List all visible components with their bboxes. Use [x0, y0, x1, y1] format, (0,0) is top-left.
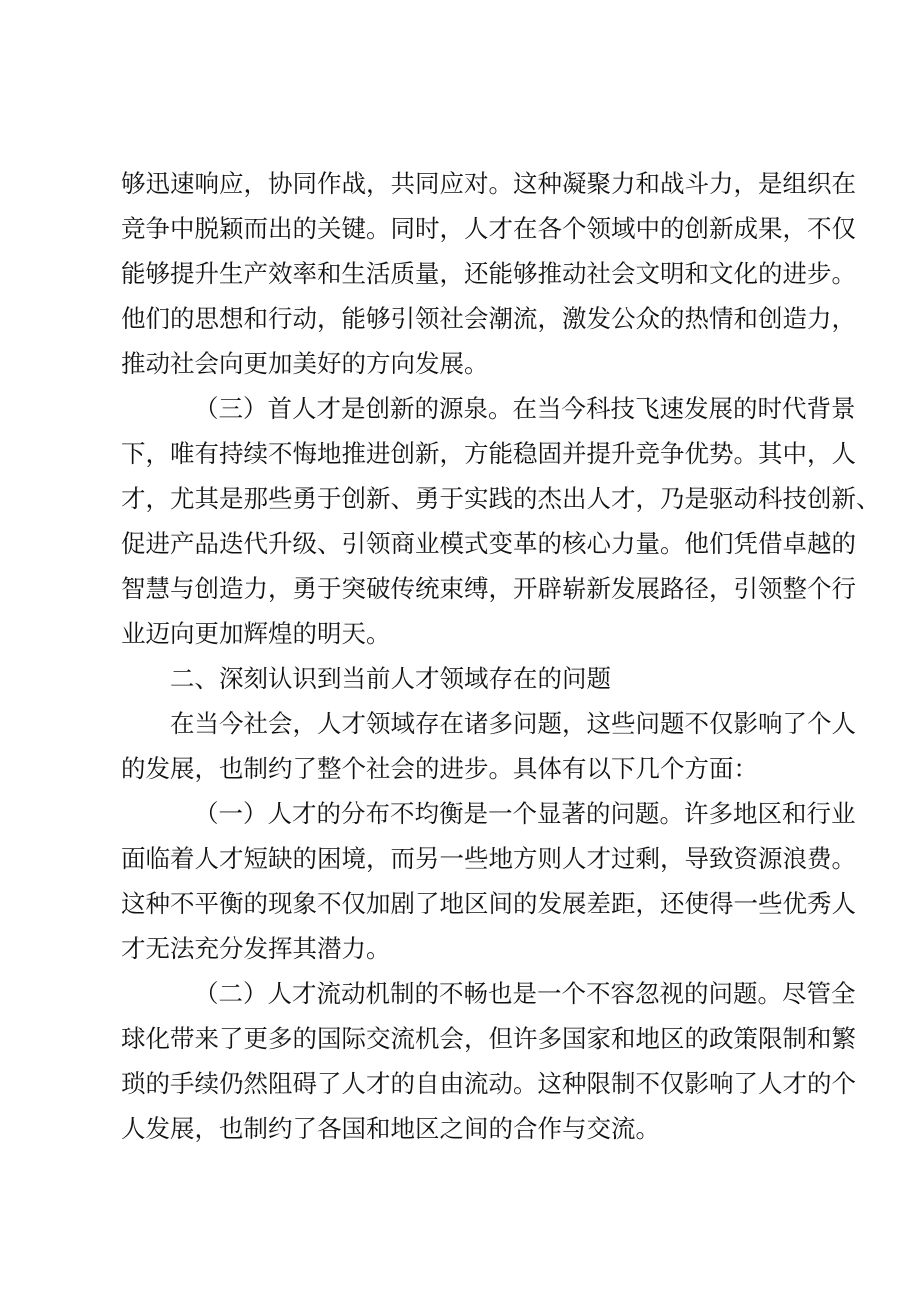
text-line: 球化带来了更多的国际交流机会，但许多国家和地区的政策限制和繁 [121, 1024, 856, 1053]
text-line: 下，唯有持续不悔地推进创新，方能稳固并提升竞争优势。其中，人 [121, 439, 856, 468]
section-heading: （一）人才的分布不均衡是一个显著的问题。许多地区和行业 [194, 799, 856, 828]
text-line: 业迈向更加辉煌的明天。 [121, 619, 391, 648]
text-line: 竞争中脱颖而出的关键。同时，人才在各个领域中的创新成果，不仅 [121, 214, 856, 243]
text-line: 人发展，也制约了各国和地区之间的合作与交流。 [121, 1114, 660, 1143]
chapter-heading: 二、深刻认识到当前人才领域存在的问题 [170, 664, 611, 693]
text-line: 这种不平衡的现象不仅加剧了地区间的发展差距，还使得一些优秀人 [121, 889, 856, 918]
text-line: 智慧与创造力，勇于突破传统束缚，开辟崭新发展路径，引领整个行 [121, 574, 856, 603]
text-line: 面临着人才短缺的困境，而另一些地方则人才过剩，导致资源浪费。 [121, 844, 856, 873]
text-line: 在当今社会，人才领域存在诸多问题，这些问题不仅影响了个人 [170, 709, 856, 738]
text-line: 琐的手续仍然阻碍了人才的自由流动。这种限制不仅影响了人才的个 [121, 1069, 856, 1098]
text-line: 能够提升生产效率和生活质量，还能够推动社会文明和文化的进步。 [121, 259, 856, 288]
text-line: 的发展，也制约了整个社会的进步。具体有以下几个方面： [121, 754, 758, 783]
text-line: 他们的思想和行动，能够引领社会潮流，激发公众的热情和创造力， [121, 304, 856, 333]
section-heading: （三）首人才是创新的源泉。在当今科技飞速发展的时代背景 [194, 394, 856, 423]
text-line: 才无法充分发挥其潜力。 [121, 934, 391, 963]
text-line: 促进产品迭代升级、引领商业模式变革的核心力量。他们凭借卓越的 [121, 529, 856, 558]
text-line: 够迅速响应，协同作战，共同应对。这种凝聚力和战斗力，是组织在 [121, 169, 856, 198]
text-line: 推动社会向更加美好的方向发展。 [121, 349, 489, 378]
text-line: 才，尤其是那些勇于创新、勇于实践的杰出人才，乃是驱动科技创新、 [121, 484, 881, 513]
section-heading: （二）人才流动机制的不畅也是一个不容忽视的问题。尽管全 [194, 979, 856, 1008]
